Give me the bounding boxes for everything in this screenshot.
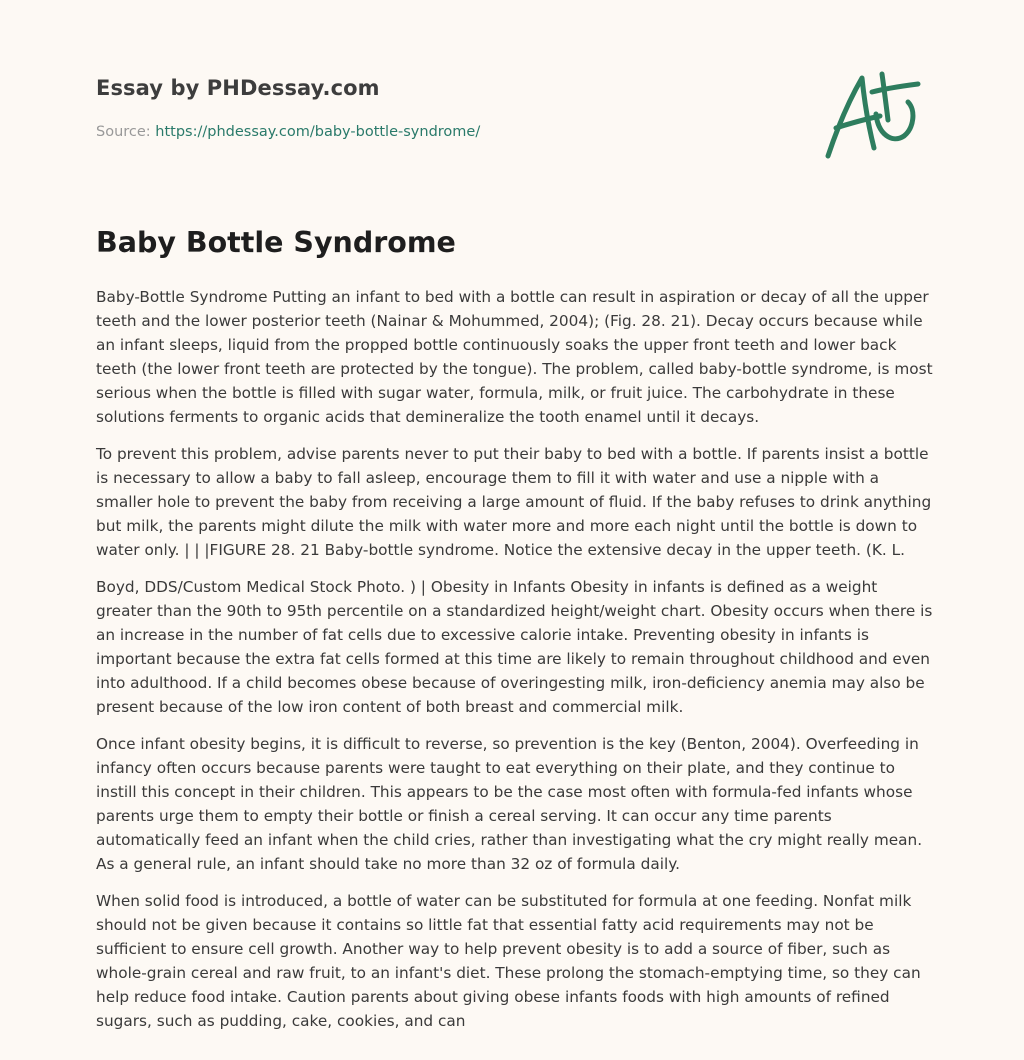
- a-plus-logo: [822, 68, 926, 164]
- source-link[interactable]: https://phdessay.com/baby-bottle-syndrome/: [155, 124, 481, 140]
- essay-paragraph: Once infant obesity begins, it is difficult to reverse, so prevention is the key (Benton, 2004). Overfeeding in infancy often occurs because parents were taught to eat everything on their plate, and they continue to instill this concept in their children. This appears to be the case most often with formula-fed infants whose parents urge them to empty their bottle or finish a cereal serving. It can occur any time parents automatically feed an infant when the child cries, rather than investigating what the cry might really mean. As a general rule, an infant should take no more than 32 oz of formula daily.: [96, 735, 923, 873]
- source-line: [96, 124, 480, 140]
- source-label: Source:: [96, 124, 156, 140]
- essay-title: Baby Bottle Syndrome: [96, 226, 456, 259]
- essay-paragraph: Baby-Bottle Syndrome Putting an infant to bed with a bottle can result in aspiration or decay of all the upper teeth and the lower posterior teeth (Nainar & Mohummed, 2004); (Fig. 28. 21). Decay occurs because while an infant sleeps, liquid from the propped bottle continuously soaks the upper front teeth and lower back teeth (the lower front teeth are protected by the tongue). The problem, called baby-bottle syndrome, is most serious when the bottle is filled with sugar water, formula, milk, or fruit juice. The carbohydrate in these solutions ferments to organic acids that demineralize the tooth enamel until it decays.: [96, 288, 933, 426]
- essay-body: [96, 285, 936, 1046]
- essay-paragraph: To prevent this problem, advise parents never to put their baby to bed with a bottle. If parents insist a bottle is necessary to allow a baby to fall asleep, encourage them to fill it with water and use a nipple with a smaller hole to prevent the baby from receiving a large amount of fluid. If the baby refuses to drink anything but milk, the parents might dilute the milk with water more and more each night until the bottle is down to water only. | | |FIGURE 28. 21 Baby-bottle syndrome. Notice the extensive decay in the upper teeth. (K. L.: [96, 445, 932, 559]
- site-title: Essay by PHDessay.com: [96, 76, 380, 100]
- essay-paragraph: When solid food is introduced, a bottle of water can be substituted for formula at one feeding. Nonfat milk should not be given because it contains so little fat that essential fatty acid requirements may not be sufficient to ensure cell growth. Another way to help prevent obesity is to add a source of fiber, such as whole-grain cereal and raw fruit, to an infant's diet. These prolong the stomach-emptying time, so they can help reduce food intake. Caution parents about giving obese infants foods with high amounts of refined sugars, such as pudding, cake, cookies, and can: [96, 892, 921, 1030]
- page-header: [96, 76, 928, 196]
- essay-paragraph: Boyd, DDS/Custom Medical Stock Photo. ) | Obesity in Infants Obesity in infants is defined as a weight greater than the 90th to 95th percentile on a standardized height/weight chart. Obesity occurs when there is an increase in the number of fat cells due to excessive calorie intake. Preventing obesity in infants is important because the extra fat cells formed at this time are likely to remain throughout childhood and even into adulthood. If a child becomes obese because of overingesting milk, iron-deficiency anemia may also be present because of the low iron content of both breast and commercial milk.: [96, 578, 933, 716]
